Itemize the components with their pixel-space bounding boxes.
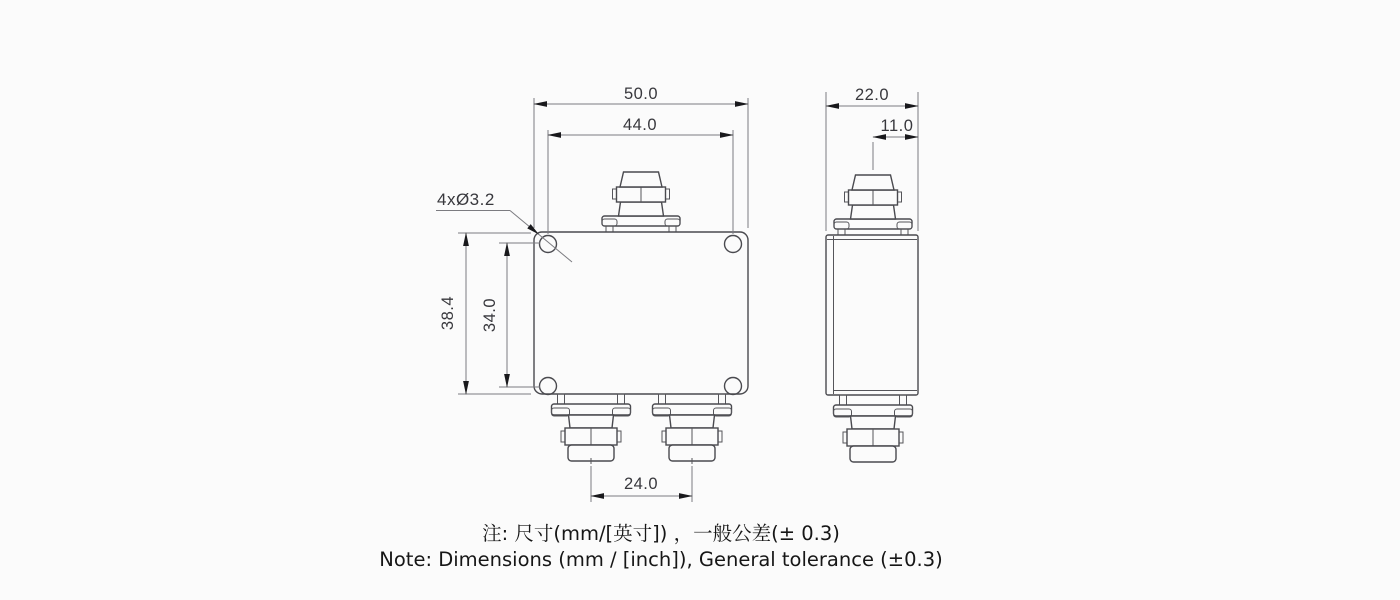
notes xyxy=(379,522,942,571)
dim-text-50: 50.0 xyxy=(623,85,659,103)
dim-text-11: 11.0 xyxy=(880,117,914,135)
side-view xyxy=(826,175,918,462)
front-view xyxy=(534,172,748,464)
dim-text-22: 22.0 xyxy=(854,86,890,104)
front-bottom-right-connector xyxy=(653,394,732,461)
front-top-connector xyxy=(602,172,680,232)
dim-text-24: 24.0 xyxy=(623,475,659,493)
dim-text-34: 34.0 xyxy=(481,297,499,333)
side-body xyxy=(826,235,918,395)
hole-callout-text: 4xØ3.2 xyxy=(437,190,495,209)
front-bottom-left-connector xyxy=(552,394,631,461)
dim-side-center-offset xyxy=(873,117,918,170)
note-line-zh: 注: 尺寸(mm/[英寸]) ，一般公差(± 0.3) xyxy=(482,522,840,545)
side-bottom-connector xyxy=(834,395,913,462)
side-top-connector xyxy=(834,175,912,235)
dim-hole-span-vertical xyxy=(481,243,540,387)
dim-port-spacing xyxy=(591,466,692,502)
note-line-en: Note: Dimensions (mm / [inch]), General tolerance (±0.3) xyxy=(379,548,943,571)
front-body xyxy=(534,232,748,394)
dim-text-38-4: 38.4 xyxy=(439,295,457,331)
dim-text-44: 44.0 xyxy=(622,116,658,134)
